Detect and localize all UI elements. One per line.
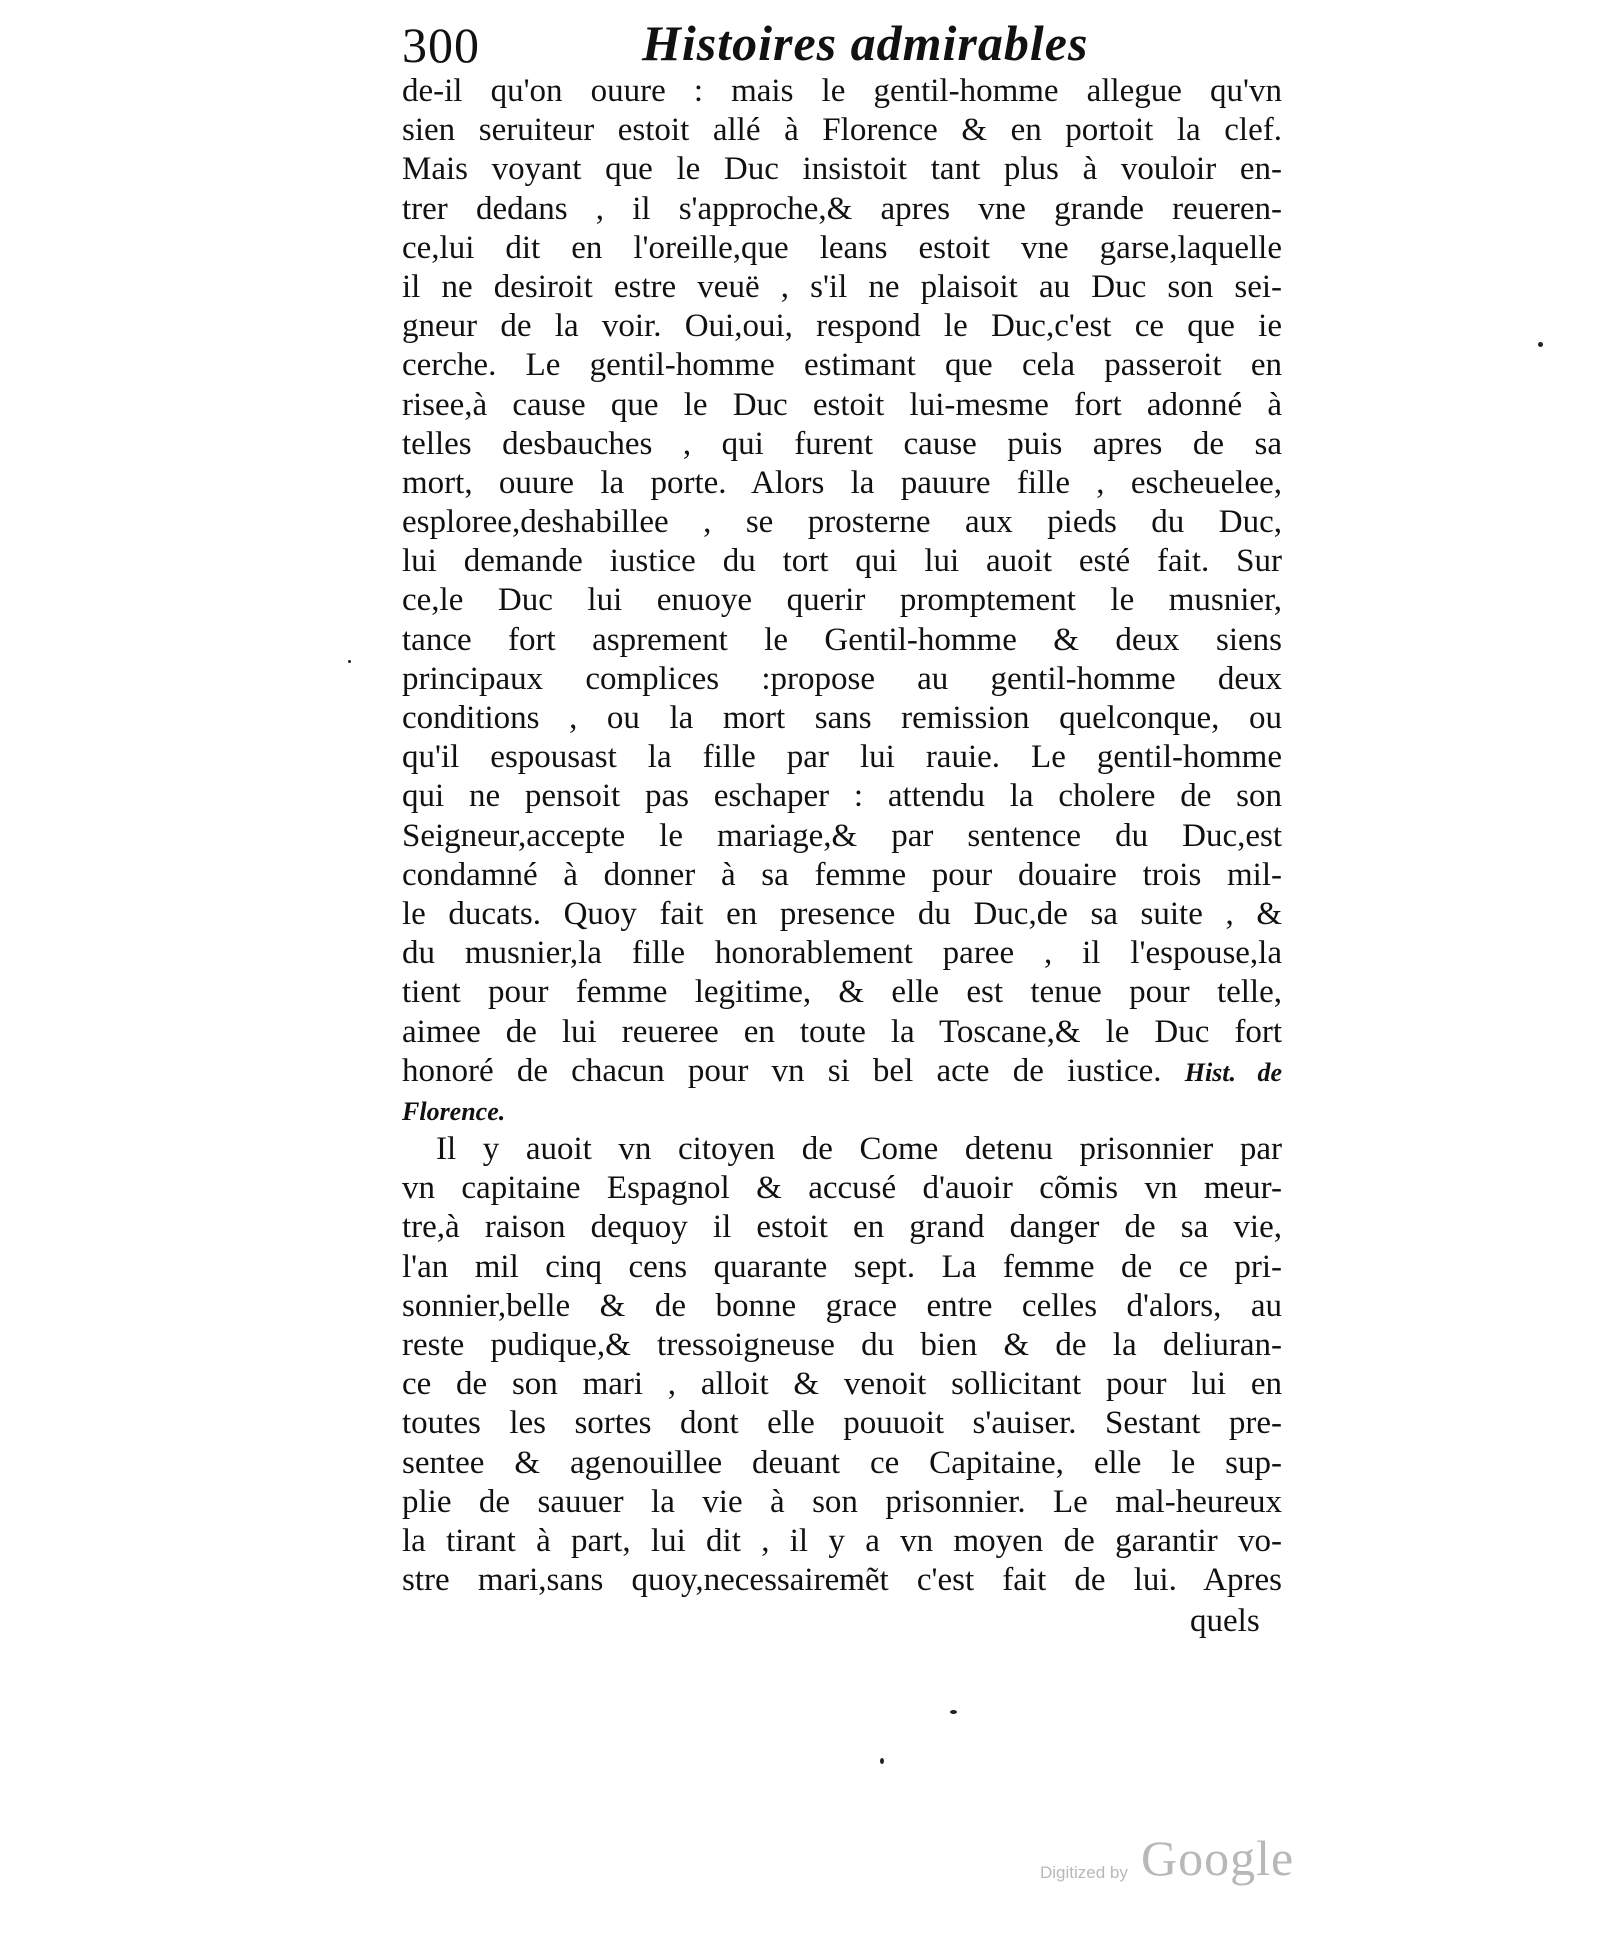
text-line: vn capitaine Espagnol & accusé d'auoir cõmis vn meur- xyxy=(402,1170,1282,1207)
text-line: tient pour femme legitime, & elle est tenue pour telle, xyxy=(402,974,1282,1011)
running-title: Histoires admirables xyxy=(642,15,1089,71)
digitized-by-label: Digitized by xyxy=(1040,1863,1128,1882)
catchword: quels xyxy=(1190,1603,1260,1639)
text-line: le ducats. Quoy fait en presence du Duc,de sa suite , & xyxy=(402,895,1282,932)
text-line: tre,à raison dequoy il estoit en grand danger de sa vie, xyxy=(402,1209,1282,1246)
ink-speck xyxy=(348,660,351,663)
text-line: stre mari,sans quoy,necessairemẽt c'est fait de lui. Apres xyxy=(402,1562,1282,1599)
digitized-by-google-watermark xyxy=(1040,1830,1295,1886)
text-line: ce de son mari , alloit & venoit sollicitant pour lui en xyxy=(402,1366,1282,1403)
google-logo: Google xyxy=(1140,1830,1295,1886)
text-line: aimee de lui reueree en toute la Toscane,& le Duc fort xyxy=(402,1013,1282,1050)
text-line: qu'il espousast la fille par lui rauie. Le gentil-homme xyxy=(402,739,1282,776)
text-line: esploree,deshabillee , se prosterne aux pieds du Duc, xyxy=(402,504,1282,541)
body-text xyxy=(402,72,1282,1600)
text-line: risee,à cause que le Duc estoit lui-mesme fort adonné à xyxy=(402,386,1282,423)
text-line: Seigneur,accepte le mariage,& par sentence du Duc,est xyxy=(402,817,1282,854)
text-line-content: honoré de chacun pour vn si bel acte de iustice. xyxy=(402,1052,1162,1089)
text-line: gneur de la voir. Oui,oui, respond le Duc,c'est ce que ie xyxy=(402,308,1282,345)
source-reference: Hist. de xyxy=(1184,1057,1282,1087)
text-line: ce,lui dit en l'oreille,que leans estoit vne garse,laquelle xyxy=(402,229,1282,266)
text-line: toutes les sortes dont elle pouuoit s'auiser. Sestant pre- xyxy=(402,1405,1282,1442)
text-line: ce,le Duc lui enuoye querir promptement le musnier, xyxy=(402,582,1282,619)
source-reference-line xyxy=(402,1091,1282,1130)
text-line: conditions , ou la mort sans remission quelconque, ou xyxy=(402,700,1282,736)
text-line: plie de sauuer la vie à son prisonnier. Le mal-heureux xyxy=(402,1483,1282,1520)
text-line: la tirant à part, lui dit , il y a vn moyen de garantir vo- xyxy=(402,1522,1282,1559)
text-line: l'an mil cinq cens quarante sept. La femme de ce pri- xyxy=(402,1248,1282,1285)
text-line: il ne desiroit estre veuë , s'il ne plaisoit au Duc son sei- xyxy=(402,268,1282,305)
text-line: Mais voyant que le Duc insistoit tant plus à vouloir en- xyxy=(402,151,1282,188)
ink-speck xyxy=(880,1758,884,1764)
paragraph-start-line: Il y auoit vn citoyen de Come detenu prisonnier par xyxy=(436,1131,1282,1168)
text-line: sonnier,belle & de bonne grace entre celles d'alors, au xyxy=(402,1287,1282,1324)
source-reference: Florence. xyxy=(402,1096,506,1126)
page-header xyxy=(402,14,1302,74)
text-line: de-il qu'on ouure : mais le gentil-homme allegue qu'vn xyxy=(402,73,1282,109)
text-line: condamné à donner à sa femme pour douaire trois mil- xyxy=(402,856,1282,893)
ink-speck xyxy=(950,1710,957,1714)
page-number: 300 xyxy=(402,17,480,73)
text-line: cerche. Le gentil-homme estimant que cela passeroit en xyxy=(402,347,1282,384)
text-line-with-source xyxy=(402,1052,1282,1091)
text-line: lui demande iustice du tort qui lui auoit esté fait. Sur xyxy=(402,543,1282,580)
text-line: sien seruiteur estoit allé à Florence & en portoit la clef. xyxy=(402,112,1282,149)
text-line: sentee & agenouillee deuant ce Capitaine, elle le sup- xyxy=(402,1444,1282,1481)
text-line: qui ne pensoit pas eschaper : attendu la cholere de son xyxy=(402,778,1282,815)
text-line: reste pudique,& tressoigneuse du bien & de la deliuran- xyxy=(402,1327,1282,1363)
text-line: trer dedans , il s'approche,& apres vne grande reueren- xyxy=(402,190,1282,227)
text-line: tance fort asprement le Gentil-homme & deux siens xyxy=(402,621,1282,658)
text-line: principaux complices :propose au gentil-homme deux xyxy=(402,660,1282,697)
text-line: du musnier,la fille honorablement paree , il l'espouse,la xyxy=(402,935,1282,972)
ink-speck xyxy=(1538,342,1543,347)
text-line: telles desbauches , qui furent cause puis apres de sa xyxy=(402,425,1282,462)
text-line: mort, ouure la porte. Alors la pauure fille , escheuelee, xyxy=(402,464,1282,501)
